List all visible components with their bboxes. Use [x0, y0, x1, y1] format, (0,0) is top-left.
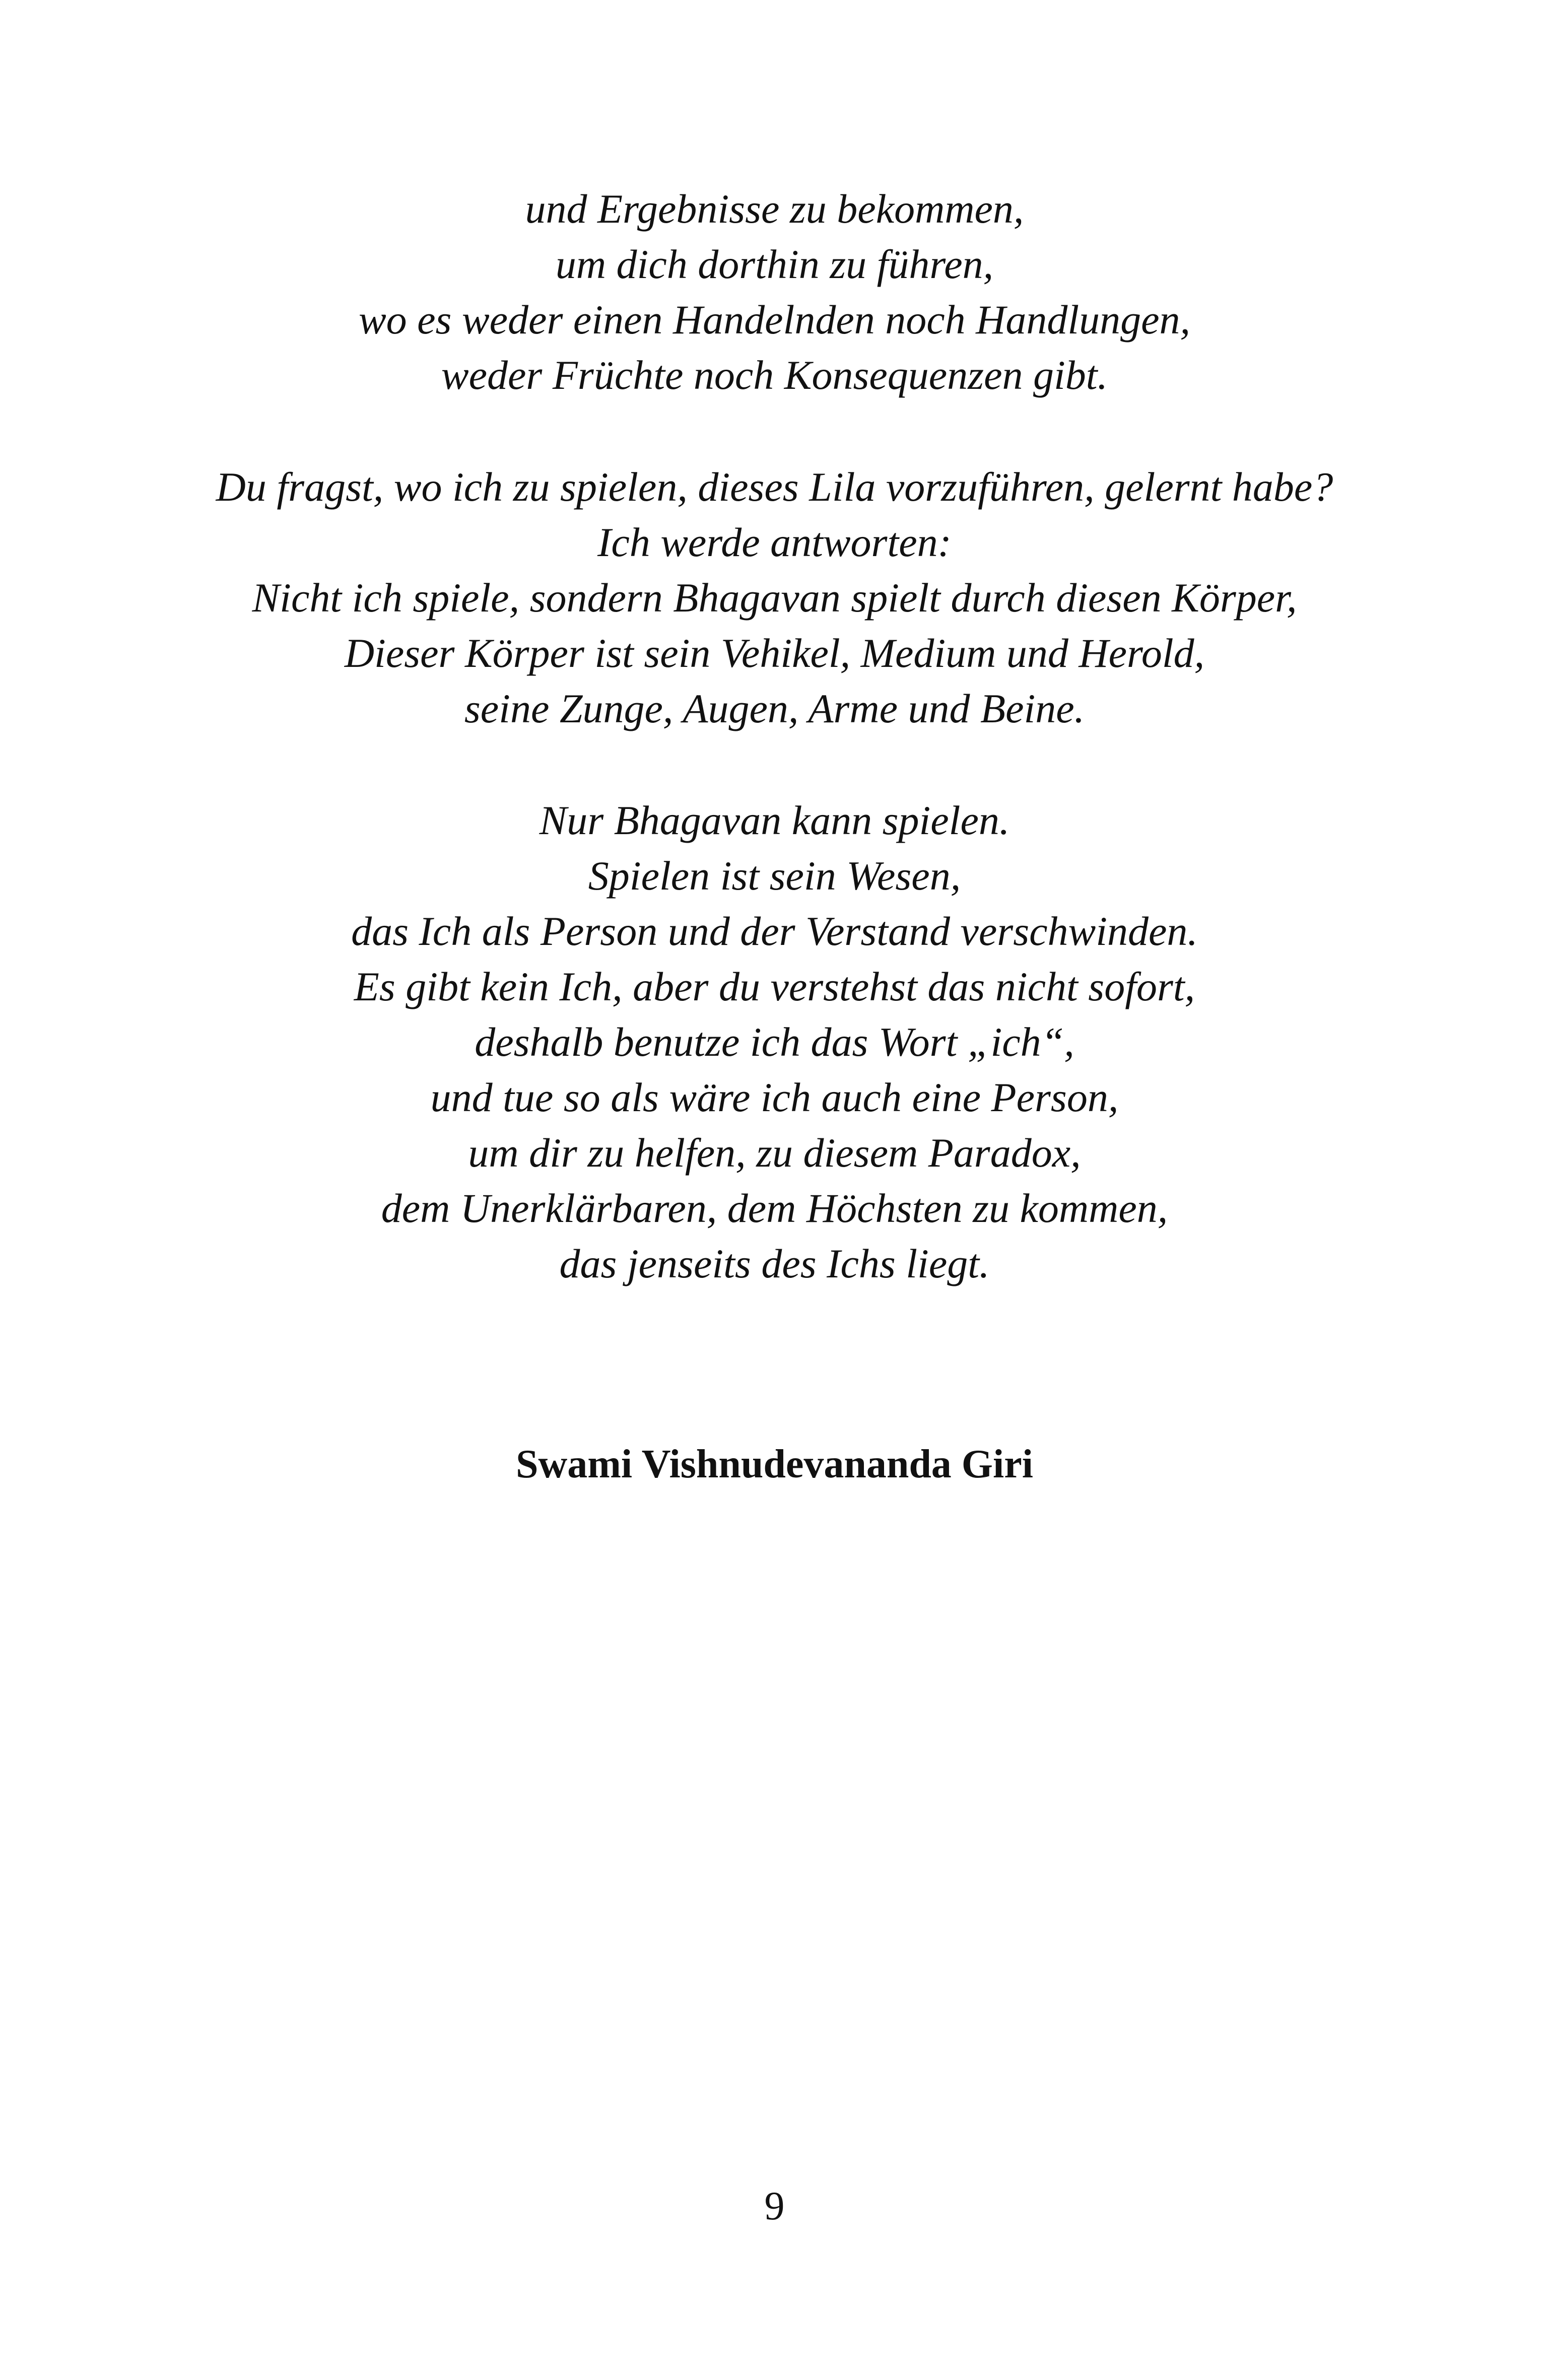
- stanza-2: [0, 459, 1549, 736]
- poem-line: Es gibt kein Ich, aber du verstehst das nicht sofort,: [354, 964, 1195, 1009]
- stanza-gap: [0, 736, 1549, 793]
- poem-line: und Ergebnisse zu bekommen,: [525, 186, 1024, 232]
- poem-line: Spielen ist sein Wesen,: [588, 853, 961, 899]
- poem-line: Nicht ich spiele, sondern Bhagavan spielt durch diesen Körper,: [252, 575, 1297, 621]
- stanza-1: [0, 181, 1549, 403]
- poem-line: Ich werde antworten:: [597, 519, 952, 565]
- poem-line: um dir zu helfen, zu diesem Paradox,: [468, 1130, 1081, 1176]
- poem-line: seine Zunge, Augen, Arme und Beine.: [464, 686, 1085, 731]
- poem-line: Nur Bhagavan kann spielen.: [539, 797, 1010, 843]
- poem-line: um dich dorthin zu führen,: [555, 241, 994, 287]
- poem: [0, 181, 1549, 1291]
- poem-line: das Ich als Person und der Verstand verschwinden.: [351, 908, 1198, 954]
- author-signature: Swami Vishnudevananda Giri: [516, 1442, 1033, 1486]
- poem-line: und tue so als wäre ich auch eine Person,: [430, 1074, 1119, 1120]
- poem-line: Dieser Körper ist sein Vehikel, Medium und Herold,: [344, 630, 1205, 676]
- poem-line: das jenseits des Ichs liegt.: [559, 1241, 990, 1286]
- poem-line: dem Unerklärbaren, dem Höchsten zu kommen,: [381, 1185, 1168, 1231]
- poem-line: deshalb benutze ich das Wort „ich“,: [475, 1019, 1074, 1065]
- poem-line: wo es weder einen Handelnden noch Handlungen,: [358, 297, 1191, 343]
- stanza-gap: [0, 403, 1549, 459]
- poem-line: weder Früchte noch Konsequenzen gibt.: [441, 352, 1108, 398]
- poem-line: Du fragst, wo ich zu spielen, dieses Lila vorzuführen, gelernt habe?: [216, 464, 1333, 510]
- page-number: 9: [764, 2184, 785, 2228]
- stanza-3: [0, 793, 1549, 1291]
